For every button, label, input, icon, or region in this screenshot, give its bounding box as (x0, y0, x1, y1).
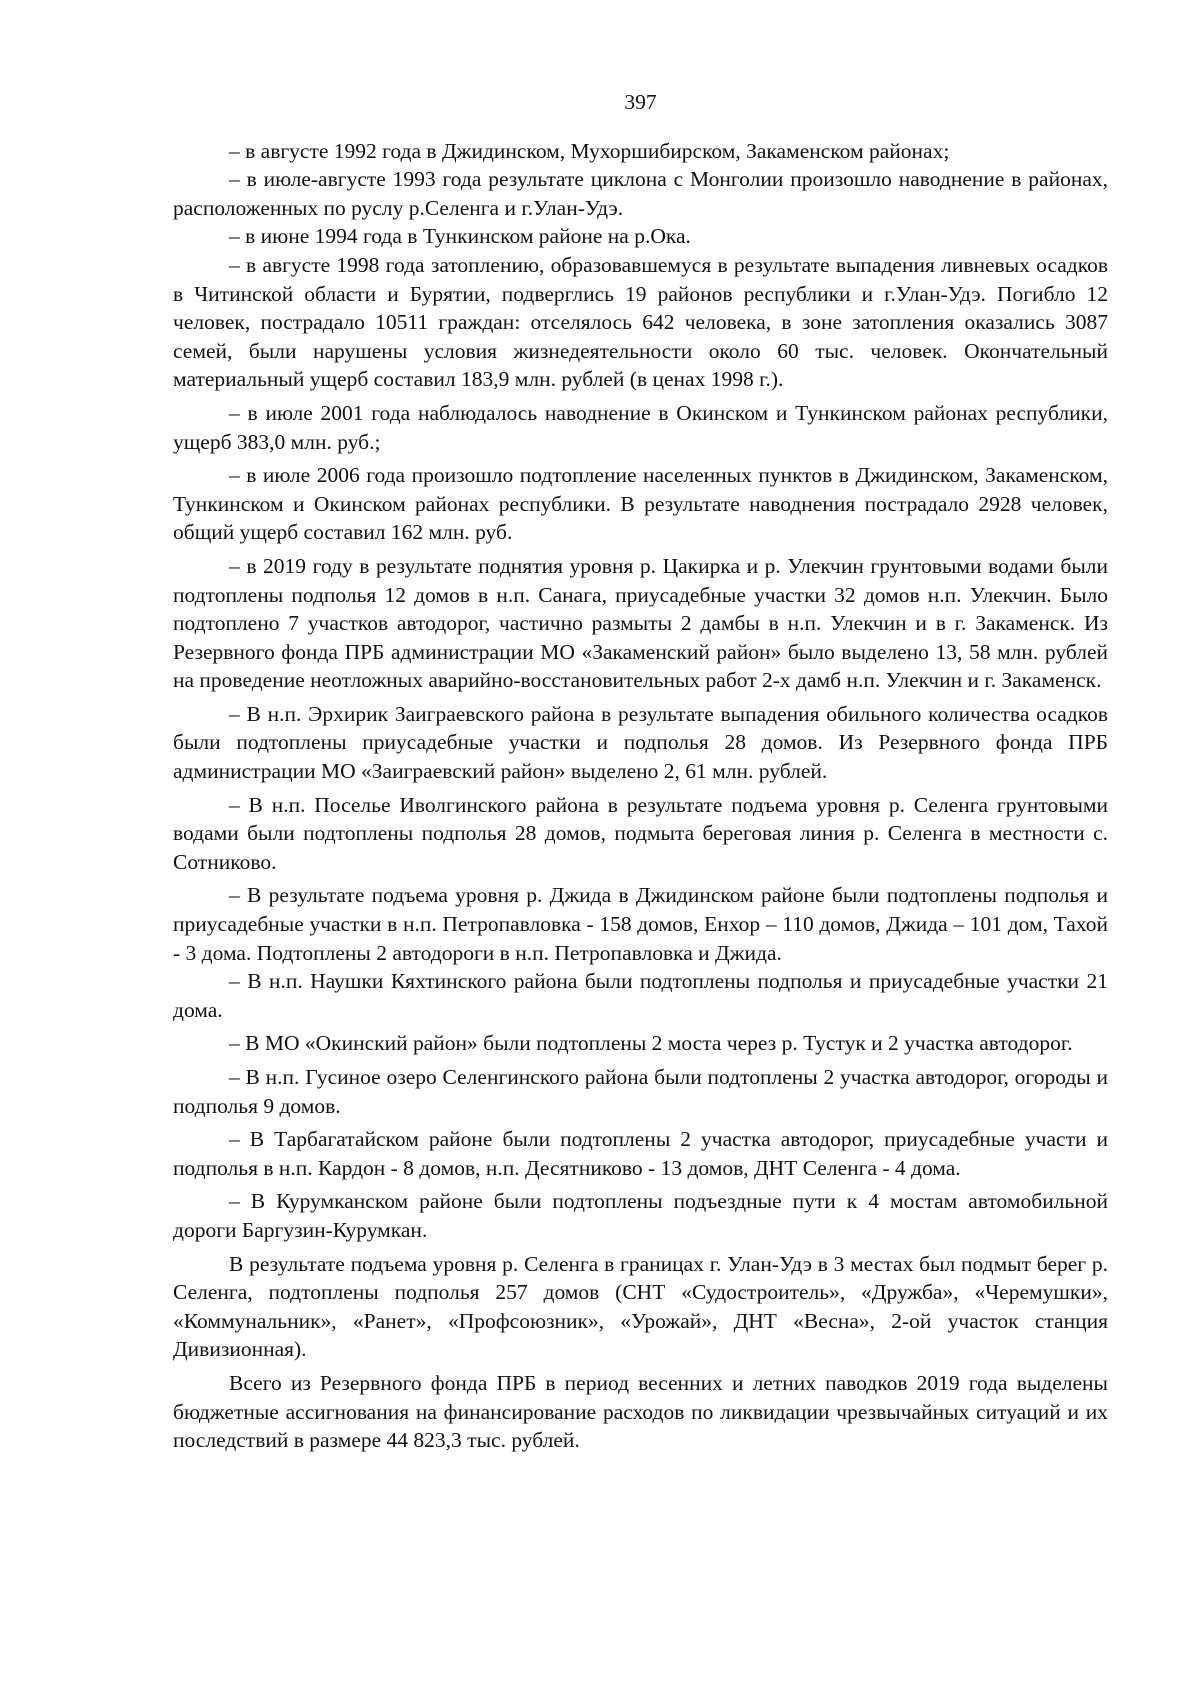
paragraph-1993: – в июле-августе 1993 года результате циклона с Монголии произошло наводнение в районах, расположенных по руслу р.Селенга и г.Улан-Удэ. (173, 167, 1108, 220)
paragraph-2006: – в июле 2006 года произошло подтопление населенных пунктов в Джидинском, Закаменском, Тункинском и Окинском районах республики. В результате наводнения пострадало 2928 человек, общий ущерб составил 162 млн. руб. (173, 463, 1108, 545)
paragraph-dzhida: – В результате подъема уровня р. Джида в Джидинском районе были подтоплены подполья и приусадебные участки в н.п. Петропавловка - 158 домов, Енхор – 110 домов, Джида – 101 дом, Тахой - 3 дома. Подтоплены 2 автодороги в н.п. Петропавловка и Джида. (173, 883, 1108, 965)
paragraph-erkhirik: – В н.п. Эрхирик Заиграевского района в результате выпадения обильного количества осадков были подтоплены приусадебные участки и подполья 28 домов. Из Резервного фонда ПРБ администрации МО «Заиграевский район» выделено 2, 61 млн. рублей. (173, 701, 1108, 784)
paragraph-kurumkan: – В Курумканском районе были подтоплены подъездные пути к 4 мостам автомобильной дороги Баргузин-Курумкан. (173, 1189, 1108, 1242)
paragraph-tarbagatai: – В Тарбагатайском районе были подтоплены 2 участка автодорог, приусадебные участи и подполья в н.п. Кардон - 8 домов, н.п. Десятниково - 13 домов, ДНТ Селенга - 4 дома. (173, 1127, 1108, 1180)
paragraph-2019-zakamensk: – в 2019 году в результате поднятия уровня р. Цакирка и р. Улекчин грунтовыми водами были подтоплены подполья 12 домов в н.п. Санага, приусадебные участки 32 домов н.п. Улекчин. Было подтоплено 7 участков автодорог, частично размыты 2 дамбы в н.п. Улекчин и в г. Закаменск. Из Резервного фонда ПРБ администрации МО «Закаменский район» было выделено 13, 58 млн. рублей на проведение неотложных аварийно-восстановительных работ 2-х дамб н.п. Улекчин и г. Закаменск. (173, 553, 1108, 693)
paragraph-ulan-ude: В результате подъема уровня р. Селенга в границах г. Улан-Удэ в 3 местах был подмыт берег р. Селенга, подтоплены подполья 257 домов (СНТ «Судостроитель», «Дружба», «Черемушки», «Коммунальник», «Ранет», «Профсоюзник», «Урожай», ДНТ «Весна», 2-ой участок станция Дивизионная). (173, 1251, 1108, 1362)
paragraph-naushki: – В н.п. Наушки Кяхтинского района были подтоплены подполья и приусадебные участки 21 дома. (173, 969, 1108, 1022)
document-page (173, 88, 1108, 1455)
paragraph-posele: – В н.п. Поселье Иволгинского района в результате подъема уровня р. Селенга грунтовыми водами были подтоплены подполья 28 домов, подмыта береговая линия р. Селенга в местности с. Сотниково. (173, 792, 1108, 874)
paragraph-gusinoe-ozero: – В н.п. Гусиное озеро Селенгинского района были подтоплены 2 участка автодорог, огороды и подполья 9 домов. (173, 1065, 1108, 1118)
paragraph-1994: – в июне 1994 года в Тункинском районе на р.Ока. (229, 224, 691, 249)
paragraph-oka-district: – В МО «Окинский район» были подтоплены 2 моста через р. Тустук и 2 участка автодорог. (229, 1031, 1073, 1056)
paragraph-reserve-fund-total: Всего из Резервного фонда ПРБ в период весенних и летних паводков 2019 года выделены бюджетные ассигнования на финансирование расходов по ликвидации чрезвычайных ситуаций и их последствий в размере 44 823,3 тыс. рублей. (173, 1370, 1108, 1453)
paragraph-1998: – в августе 1998 года затоплению, образовавшемуся в результате выпадения ливневых осадков в Читинской области и Бурятии, подверглись 19 районов республики и г.Улан-Удэ. Погибло 12 человек, пострадало 10511 граждан: отселялось 642 человека, в зоне затопления оказались 3087 семей, были нарушены условия жизнедеятельности около 60 тыс. человек. Окончательный материальный ущерб составил 183,9 млн. рублей (в ценах 1998 г.). (173, 252, 1108, 392)
page-number: 397 (624, 90, 657, 114)
paragraph-2001: – в июле 2001 года наблюдалось наводнение в Окинском и Тункинском районах республики, ущерб 383,0 млн. руб.; (173, 400, 1108, 454)
paragraph-1992: – в августе 1992 года в Джидинском, Мухоршибирском, Закаменском районах; (229, 138, 950, 163)
